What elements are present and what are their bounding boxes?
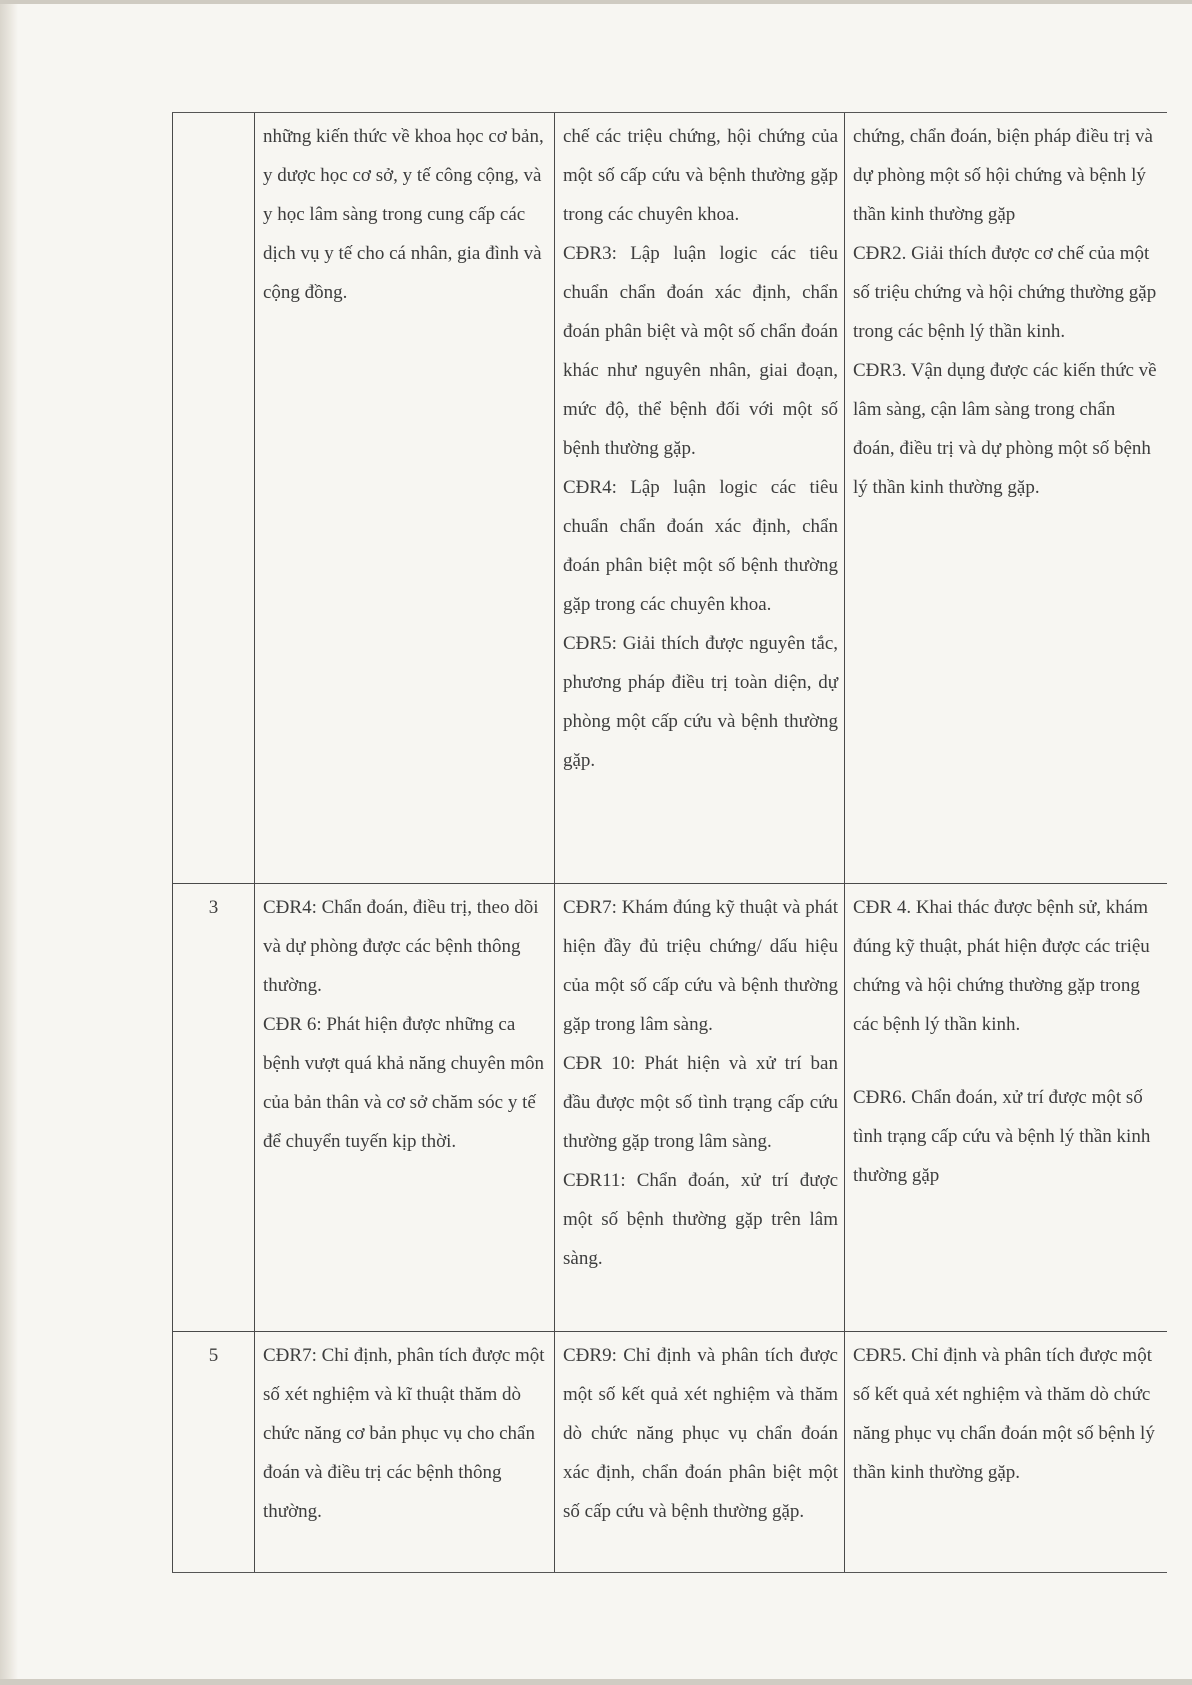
row-number-cell [173, 884, 255, 1332]
course-outcome-text: CĐR 10: Phát hiện và xử trí ban đầu được một số tình trạng cấp cứu thường gặp trong lâm sàng. [563, 1053, 838, 1152]
scan-edge-top [0, 0, 1192, 4]
row-number-cell [173, 1332, 255, 1573]
program-outcome-text: CĐR4: Chẩn đoán, điều trị, theo dõi và dự phòng được các bệnh thông thường. [263, 897, 539, 996]
module-outcome-text: CĐR2. Giải thích được cơ chế của một số triệu chứng và hội chứng thường gặp trong các bệnh lý thần kinh. [853, 243, 1157, 342]
row-number: 3 [208, 897, 219, 918]
paragraph-gap [853, 1044, 1161, 1078]
module-outcome-cell [845, 884, 1167, 1332]
program-outcome-cell [255, 884, 555, 1332]
scan-edge-left [0, 0, 18, 1685]
row-number: 5 [208, 1345, 219, 1366]
module-outcome-text: chứng, chẩn đoán, biện pháp điều trị và dự phòng một số hội chứng và bệnh lý thần kinh thường gặp [853, 126, 1153, 225]
module-outcome-text: CĐR6. Chẩn đoán, xử trí được một số tình trạng cấp cứu và bệnh lý thần kinh thường gặp [853, 1087, 1151, 1186]
course-outcome-text: CĐR7: Khám đúng kỹ thuật và phát hiện đầy đủ triệu chứng/ dấu hiệu của một số cấp cứu và bệnh thường gặp trong lâm sàng. [563, 897, 838, 1035]
course-outcome-text: CĐR5: Giải thích được nguyên tắc, phương pháp điều trị toàn diện, dự phòng một cấp cứu và bệnh thường gặp. [563, 633, 838, 771]
program-outcome-text: những kiến thức về khoa học cơ bản, y dược học cơ sở, y tế công cộng, và y học lâm sàng trong cung cấp các dịch vụ y tế cho cá nhân, gia đình và cộng đồng. [263, 126, 544, 303]
course-outcome-text: CĐR11: Chẩn đoán, xử trí được một số bệnh thường gặp trên lâm sàng. [563, 1170, 838, 1269]
program-outcome-text: CĐR7: Chỉ định, phân tích được một số xét nghiệm và kĩ thuật thăm dò chức năng cơ bản phục vụ cho chẩn đoán và điều trị các bệnh thông thường. [263, 1345, 545, 1522]
program-outcome-cell [255, 1332, 555, 1573]
course-outcome-cell [555, 113, 845, 884]
program-outcome-text: CĐR 6: Phát hiện được những ca bệnh vượt quá khả năng chuyên môn của bản thân và cơ sở chăm sóc y tế để chuyển tuyến kịp thời. [263, 1014, 545, 1152]
course-outcome-text: CĐR4: Lập luận logic các tiêu chuẩn chẩn đoán xác định, chẩn đoán phân biệt một số bệnh thường gặp trong các chuyên khoa. [563, 477, 838, 615]
row-number-cell [173, 113, 255, 884]
course-outcome-text: CĐR9: Chỉ định và phân tích được một số kết quả xét nghiệm và thăm dò chức năng phục vụ chẩn đoán xác định, chẩn đoán phân biệt một số cấp cứu và bệnh thường gặp. [563, 1345, 838, 1522]
module-outcome-text: CĐR3. Vận dụng được các kiến thức về lâm sàng, cận lâm sàng trong chẩn đoán, điều trị và dự phòng một số bệnh lý thần kinh thường gặp. [853, 360, 1157, 498]
learning-outcomes-table [172, 112, 1167, 1573]
module-outcome-text: CĐR5. Chỉ định và phân tích được một số kết quả xét nghiệm và thăm dò chức năng phục vụ chẩn đoán một số bệnh lý thần kinh thường gặp. [853, 1345, 1155, 1483]
module-outcome-cell [845, 113, 1167, 884]
course-outcome-cell [555, 884, 845, 1332]
course-outcome-text: CĐR3: Lập luận logic các tiêu chuẩn chẩn đoán xác định, chẩn đoán phân biệt và một số chẩn đoán khác như nguyên nhân, giai đoạn, mức độ, thể bệnh đối với một số bệnh thường gặp. [563, 243, 838, 459]
course-outcome-text: chế các triệu chứng, hội chứng của một số cấp cứu và bệnh thường gặp trong các chuyên khoa. [563, 126, 838, 225]
table-row [173, 884, 1167, 1332]
module-outcome-cell [845, 1332, 1167, 1573]
course-outcome-cell [555, 1332, 845, 1573]
module-outcome-text: CĐR 4. Khai thác được bệnh sử, khám đúng kỹ thuật, phát hiện được các triệu chứng và hội chứng thường gặp trong các bệnh lý thần kinh. [853, 897, 1150, 1035]
program-outcome-cell [255, 113, 555, 884]
table-row [173, 1332, 1167, 1573]
scan-edge-bottom [0, 1679, 1192, 1685]
table-row [173, 113, 1167, 884]
